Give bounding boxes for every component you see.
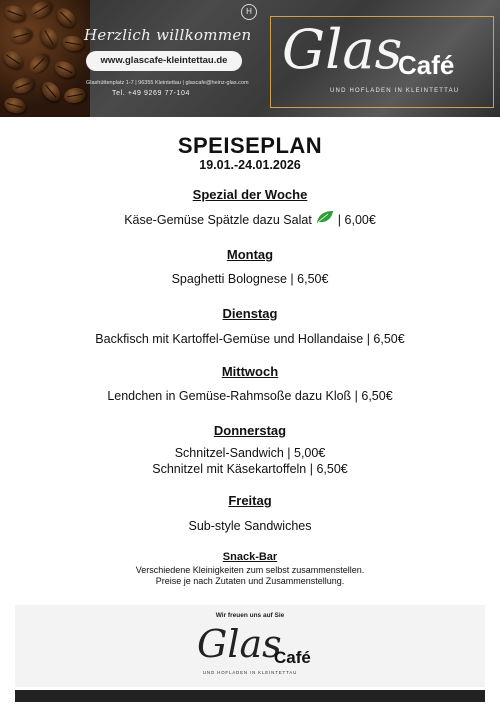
section-heading-donnerstag: Donnerstag: [213, 423, 287, 438]
section-heading-special: Spezial der Woche: [192, 187, 308, 202]
snackbar-text-1: Verschiedene Kleinigkeiten zum selbst zusammenstellen.: [135, 565, 365, 575]
menu-item-mittwoch: Lendchen in Gemüse-Rahmsoße dazu Kloß | 6,50€: [107, 389, 393, 403]
logo-glas-text: Glas: [282, 18, 403, 81]
menu-item-price: | 6,00€: [337, 213, 376, 227]
date-range: 19.01.-24.01.2026: [199, 158, 301, 172]
footer-logo-glas: Glas: [197, 622, 282, 666]
bottom-bar: [15, 690, 485, 702]
section-heading-dienstag: Dienstag: [222, 306, 278, 321]
address-line: Glashüttenplatz 1-7 | 96355 Kleintettau | glascafe@heinz-glas.com: [86, 80, 249, 86]
footer-logo-cafe: Café: [274, 648, 311, 667]
menu-item-donnerstag-1: Schnitzel-Sandwich | 5,00€: [174, 446, 326, 460]
section-heading-mittwoch: Mittwoch: [221, 364, 279, 379]
footer-greeting: Wir freuen uns auf Sie: [215, 612, 285, 619]
snackbar-text-2: Preise je nach Zutaten und Zusammenstellung.: [155, 576, 345, 586]
logo-cafe-text: Café: [398, 50, 455, 80]
coffee-beans-image: [0, 0, 90, 117]
phone-number: Tel. +49 9269 77-104: [112, 90, 190, 97]
menu-item-special: [0, 213, 500, 227]
website-link[interactable]: www.glascafe-kleintettau.de: [86, 51, 242, 71]
section-heading-montag: Montag: [226, 247, 274, 262]
logo-subtitle: UND HOFLADEN IN KLEINTETTAU: [330, 88, 460, 94]
welcome-tagline: Herzlich willkommen: [84, 26, 252, 44]
menu-item-montag: Spaghetti Bolognese | 6,50€: [171, 272, 329, 286]
menu-item-freitag: Sub-style Sandwiches: [188, 519, 312, 533]
footer-logo-subtitle: UND HOFLADEN IN KLEINTETTAU: [202, 670, 298, 675]
logo-badge-icon: H: [241, 4, 257, 20]
menu-item-donnerstag-2: Schnitzel mit Käsekartoffeln | 6,50€: [152, 462, 348, 476]
menu-item-text: Käse-Gemüse Spätzle dazu Salat: [124, 213, 312, 227]
section-heading-freitag: Freitag: [228, 493, 272, 508]
menu-item-dienstag: Backfisch mit Kartoffel-Gemüse und Hollandaise | 6,50€: [95, 332, 405, 346]
leaf-icon: [316, 213, 334, 225]
section-heading-snackbar: Snack-Bar: [222, 551, 278, 563]
header-banner: [0, 0, 500, 117]
page-title: SPEISEPLAN: [177, 133, 323, 158]
